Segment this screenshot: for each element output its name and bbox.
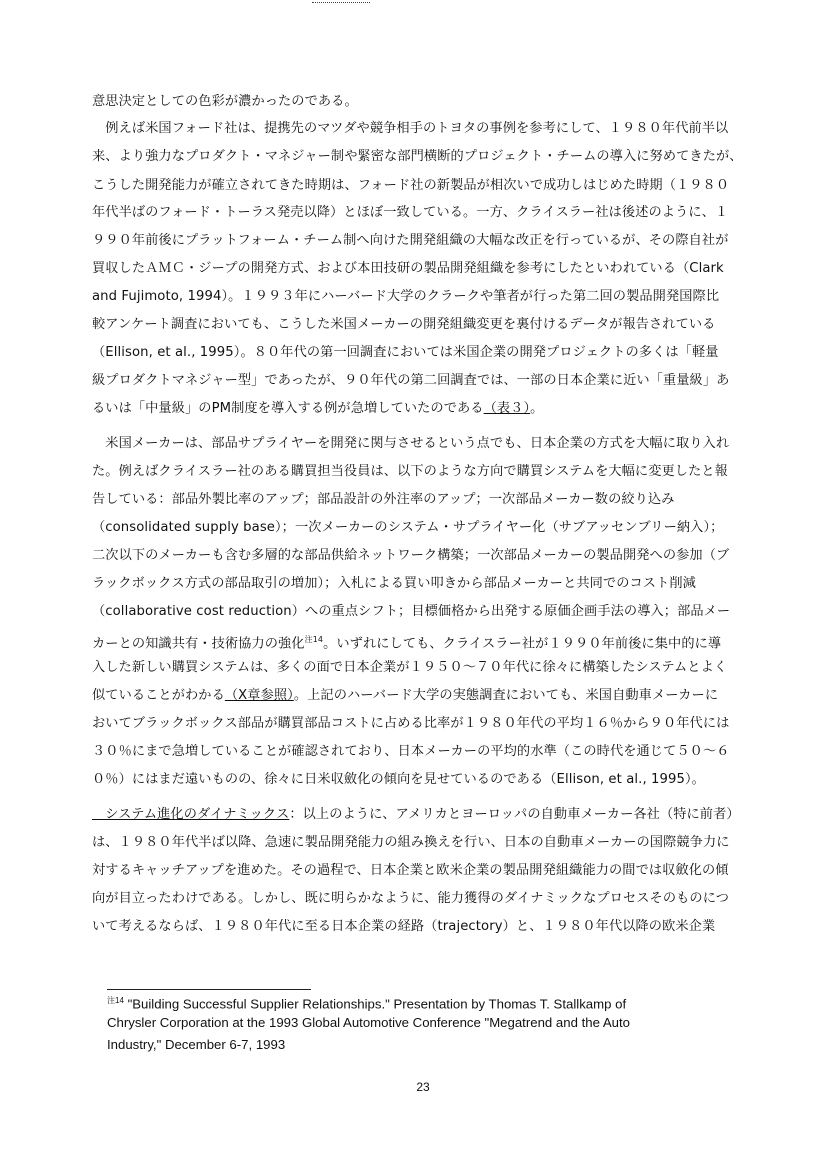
text-line: ラックボックス方式の部品取引の増加）；入札による買い叩きから部品メーカーと共同でのコスト削減 bbox=[92, 576, 696, 591]
text-line: 級プロダクトマネジャー型」であったが、９０年代の第二回調査では、一部の日本企業に近い「重量級」あ bbox=[92, 373, 730, 388]
text-line: た。例えばクライスラー社のある購買担当役員は、以下のような方向で購買システムを大幅に変更したと報 bbox=[92, 464, 728, 479]
text-line: （collaborative cost reduction）への重点シフト；目標価格から出発する原価企画手法の導入；部品メー bbox=[92, 604, 731, 619]
text-line: は、１９８０年代半ば以降、急速に製品開発能力の組み換えを行い、日本の自動車メーカーの国際競争力に bbox=[92, 835, 730, 850]
text-line: おいてブラックボックス部品が購買部品コストに占める比率が１９８０年代の平均１６％から９０年代には bbox=[92, 716, 730, 731]
text-segment: カーとの知識共有・技術協力の強化 bbox=[92, 636, 305, 652]
text-line: 例えば米国フォード社は、提携先のマツダや競争相手のトヨタの事例を参考にして、１９８０年代前半以 bbox=[92, 121, 729, 136]
text-line: and Fujimoto, 1994）。１９９３年にハーバード大学のクラークや筆者が行った第二回の製品開発国際比 bbox=[92, 289, 720, 304]
text-line: （Ellison, et al., 1995）。８０年代の第一回調査においては米国企業の開発プロジェクトの多くは「軽量 bbox=[92, 345, 719, 360]
page-number: 23 bbox=[416, 1080, 430, 1094]
footnote-divider bbox=[107, 989, 311, 990]
text-line: 入した新しい購買システムは、多くの面で日本企業が１９５０～７０年代に徐々に構築したシステムとよく bbox=[92, 660, 728, 675]
chapter-reference: （X章参照） bbox=[224, 688, 294, 703]
text-segment: 似ていることがわかる bbox=[92, 688, 225, 703]
top-scan-mark bbox=[312, 2, 370, 3]
text-line: 意思決定としての色彩が濃かったのである。 bbox=[92, 94, 358, 109]
text-line bbox=[92, 803, 772, 827]
text-line: （consolidated supply base）；一次メーカーのシステム・サプライヤー化（サブアッセンブリー納入）； bbox=[92, 520, 724, 535]
text-line: 買収したＡＭＣ・ジープの開発方式、および本田技研の製品開発組織を参考にしたといわれている（Clark bbox=[92, 261, 724, 276]
text-line bbox=[92, 628, 772, 652]
section-heading: システム進化のダイナミックス bbox=[92, 807, 290, 822]
text-line: ３０％にまで急増していることが確認されており、日本メーカーの平均的水準（この時代を通じて５０～６ bbox=[92, 744, 730, 759]
text-line: 年代半ばのフォード・トーラス発売以降）とほぼ一致している。一方、クライスラー社は後述のように、１ bbox=[92, 205, 729, 220]
text-line bbox=[92, 397, 772, 421]
footnote-line: Industry," December 6-7, 1993 bbox=[107, 1037, 286, 1052]
footnote-text: "Building Successful Supplier Relationships." Presentation by Thomas T. Stallkamp of bbox=[123, 996, 627, 1012]
text-line: 較アンケート調査においても、こうした米国メーカーの開発組織変更を裏付けるデータが報告されている bbox=[92, 317, 716, 332]
footnote-marker: 注14 bbox=[304, 635, 324, 644]
text-segment: 。 bbox=[530, 401, 544, 416]
footnote-marker: 注14 bbox=[107, 996, 124, 1005]
footnote-line: Chrysler Corporation at the 1993 Global Automotive Conference "Megatrend and the Auto bbox=[107, 1015, 630, 1030]
text-line: 対するキャッチアップを進めた。その過程で、日本企業と欧米企業の製品開発組織能力の間では収斂化の傾 bbox=[92, 863, 729, 878]
text-segment: ：以上のように、アメリカとヨーロッパの自動車メーカー各社（特に前者） bbox=[289, 807, 740, 822]
text-line: ０％）にはまだ遠いものの、徐々に日米収斂化の傾向を見せているのである（Ellison, et al., 1995）。 bbox=[92, 772, 705, 787]
text-line: いて考えるならば、１９８０年代に至る日本企業の経路（trajectory）と、１９８０年代以降の欧米企業 bbox=[92, 919, 716, 934]
text-line bbox=[92, 684, 772, 708]
text-line: 向が目立ったわけである。しかし、既に明らかなように、能力獲得のダイナミックなプロセスそのものにつ bbox=[92, 891, 730, 906]
footnote-line bbox=[107, 991, 777, 1011]
text-line: 二次以下のメーカーも含む多層的な部品供給ネットワーク構築；一次部品メーカーの製品開発への参加（ブ bbox=[92, 548, 730, 563]
text-line: 米国メーカーは、部品サプライヤーを開発に関与させるという点でも、日本企業の方式を大幅に取り入れ bbox=[92, 436, 730, 451]
text-line: 告している：部品外製比率のアップ；部品設計の外注率のアップ；一次部品メーカー数の絞り込み bbox=[92, 492, 675, 507]
text-segment: 。いずれにしても、クライスラー社が１９９０年前後に集中的に導 bbox=[323, 636, 722, 652]
text-segment: るいは「中量級」のPM制度を導入する例が急増していたのである bbox=[92, 401, 484, 416]
text-line: 来、より強力なプロダクト・マネジャー制や緊密な部門横断的プロジェクト・チームの導入に努めてきたが、 bbox=[92, 149, 743, 164]
table-reference: （表３） bbox=[483, 401, 531, 416]
text-line: ９９０年前後にプラットフォーム・チーム制へ向けた開発組織の大幅な改正を行っているが、その際自社が bbox=[92, 233, 729, 248]
text-line: こうした開発能力が確立されてきた時期は、フォード社の新製品が相次いで成功しはじめた時期（１９８０ bbox=[92, 178, 730, 193]
text-segment: 。上記のハーバード大学の実態調査においても、米国自動車メーカーに bbox=[293, 688, 719, 703]
